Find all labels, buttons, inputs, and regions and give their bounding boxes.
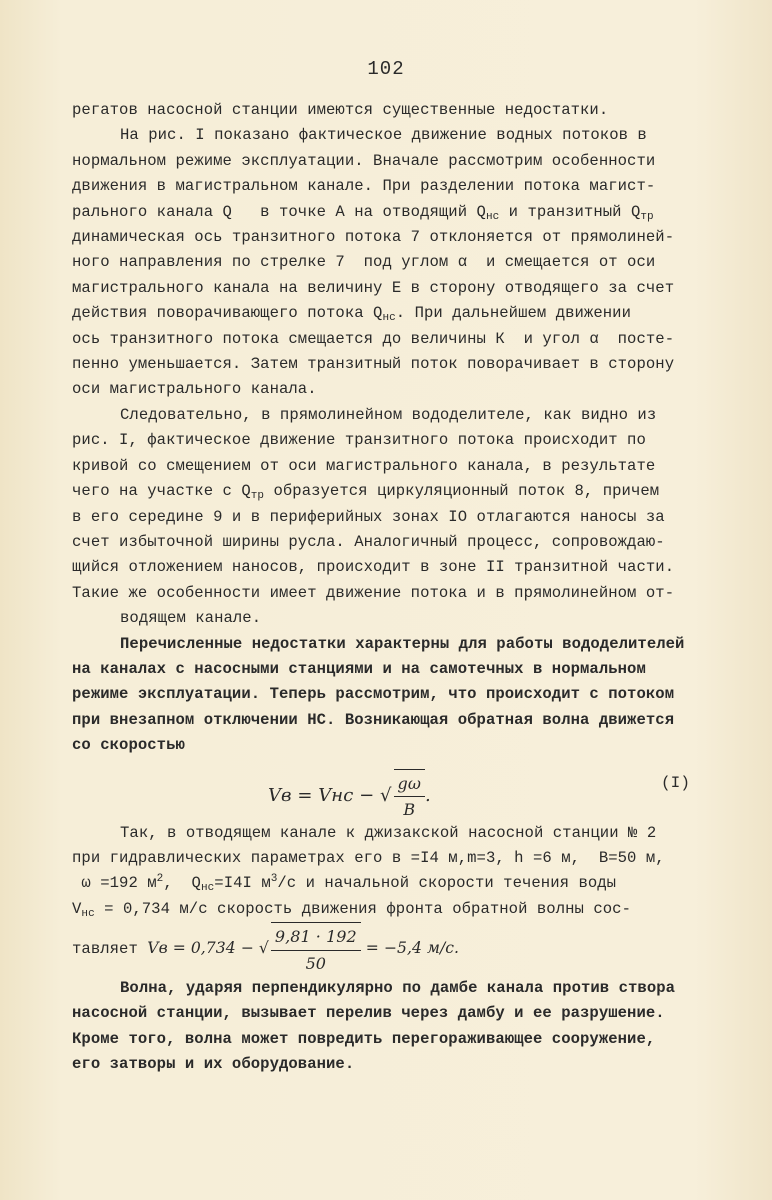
body-text [72,98,732,1078]
text-line: ось транзитного потока смещается до величины К и угол α посте- [72,329,675,348]
text-line: пенно уменьшается. Затем транзитный поток поворачивает в сторону [72,355,675,374]
text-line: $V_{нс} = 0,734$ м/с скорость движения фронта обратной волны сос- [72,899,631,920]
text-line: Так, в отводящем канале к джизакской насосной станции № 2 [120,823,657,842]
text-line: щийся отложением наносов, происходит в зоне II транзитной части. [72,558,675,577]
text-line: при гидравлических параметрах его в =I4 м,m=3, h =6 м, B=50 м, [72,848,665,867]
formula-block [72,759,732,821]
text-line: счет избыточной ширины русла. Аналогичный процесс, сопровождаю- [72,532,665,551]
text-line: движения в магистральном канале. При разделении потока магист- [72,177,656,196]
text-line: режиме эксплуатации. Теперь рассмотрим, что происходит с потоком [72,685,675,704]
text-line: чего на участке с $Q_{тр}$ образуется циркуляционный поток 8, причем [72,482,660,503]
handwritten-calculation: Vв = 0,734 − √ $\frac{9,81 \cdot 192}{50}$ = −5,4 м/с. [147,939,459,957]
text-line: в его середине 9 и в периферийных зонах IO отлагаются наносы за [72,507,665,526]
text-line: Следовательно, в прямолинейном вододелителе, как видно из [120,405,657,424]
text-line: его затворы и их оборудование. [72,1055,355,1074]
text-line: Такие же особенности имеет движение потока и в прямолинейном от- [72,583,675,602]
text-line: Кроме того, волна может повредить перегораживающее сооружение, [72,1029,656,1048]
text-line: со скоростью [72,736,185,755]
text-line: при внезапном отключении НС. Возникающая обратная волна движется [72,710,675,729]
text-line: оси магистрального канала. [72,380,317,399]
text-line: действия поворачивающего потока $Q_{нс}$. При дальнейшем движении [72,304,631,325]
text-line: магистрального канала на величину Е в сторону отводящего за счет [72,278,675,297]
text-line: Волна, ударяя перпендикулярно по дамбе канала против створа [120,979,676,997]
text-line: на каналах с насосными станциями и на самотечных в нормальном [72,659,646,678]
text-line: ω =192 $м^2$, $Q_{нс}=I4I$ $м^3/с$ и начальной скорости течения воды [72,873,617,895]
text-line: Перечисленные недостатки характерны для работы вододелителей [120,634,685,653]
text-line: кривой со смещением от оси магистрального канала, в результате [72,456,656,475]
text-line: рис. I, фактическое движение транзитного потока происходит по [72,431,646,450]
formula-fraction: $\frac{g\omega}{B}$ [394,769,425,823]
text-line: тавляет Vв = 0,734 − √ $\frac{9,81 \cdot 192}{50}$ = −5,4 м/с. [72,922,732,976]
text-line: рального канала Q в точке А на отводящий $Q_{нс}$ и транзитный $Q_{тр}$ [72,202,654,223]
text-line: динамическая ось транзитного потока 7 отклоняется от прямолиней- [72,228,675,247]
text-line: водящем канале. [120,609,262,628]
formula-expression: Vв = Vнс − √ $\frac{g\omega}{B}$ . [268,769,431,823]
text-line: регатов насосной станции имеются существенные недостатки. [72,101,609,119]
text-line: насосной станции, вызывает перелив через дамбу и ее разрушение. [72,1004,665,1023]
text-line: нормальном режиме эксплуатации. Вначале рассмотрим особенности [72,151,656,170]
page-number: 102 [367,58,405,80]
formula-number: (I) [661,773,690,792]
text-line: На рис. I показано фактическое движение водных потоков в [120,126,647,145]
text-line: ного направления по стрелке 7 под углом α и смещается от оси [72,253,656,272]
